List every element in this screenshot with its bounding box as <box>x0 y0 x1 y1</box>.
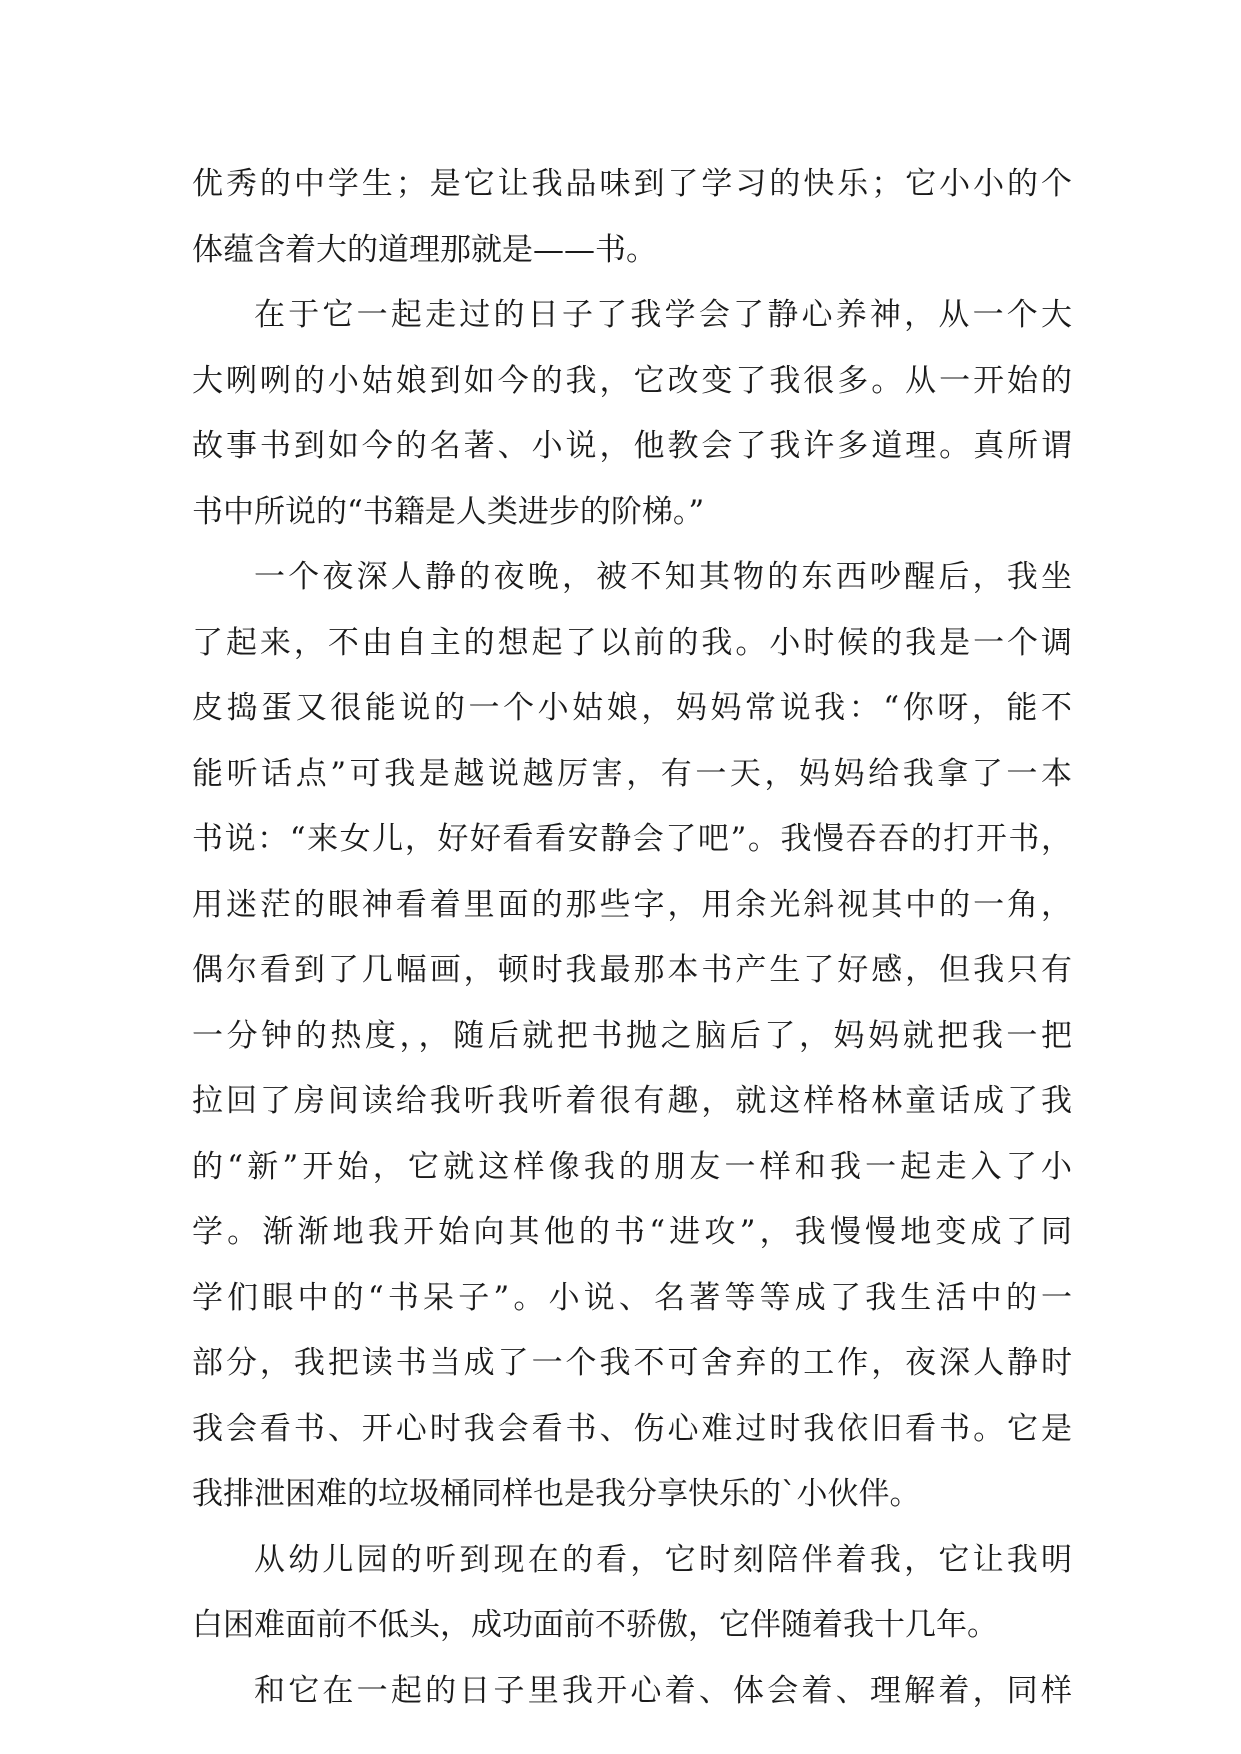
text-line: 一分钟的热度，，随后就把书抛之脑后了，妈妈就把我一把 <box>192 1017 1072 1054</box>
text-line: 一个夜深人静的夜晚，被不知其物的东西吵醒后，我坐 <box>254 559 1072 595</box>
text-line: 大咧咧的小姑娘到如今的我，它改变了我很多。从一开始的 <box>192 362 1072 399</box>
text-line: 白困难面前不低头，成功面前不骄傲，它伴随着我十几年。 <box>192 1607 998 1643</box>
text-line: 体蕴含着大的道理那就是——书。 <box>192 231 657 268</box>
text-line: 用迷茫的眼神看着里面的那些字，用余光斜视其中的一角， <box>192 886 1072 923</box>
text-line: 故事书到如今的名著、小说，他教会了我许多道理。真所谓 <box>192 428 1072 464</box>
text-line: 书中所说的“书籍是人类进步的阶梯。” <box>192 493 705 530</box>
text-line: 部分，我把读书当成了一个我不可舍弃的工作，夜深人静时 <box>192 1345 1072 1381</box>
text-line: 优秀的中学生；是它让我品味到了学习的快乐；它小小的个 <box>192 166 1072 202</box>
text-line: 从幼儿园的听到现在的看，它时刻陪伴着我，它让我明 <box>254 1541 1072 1578</box>
paragraph <box>192 1528 1072 1659</box>
essay-body <box>192 152 1072 1724</box>
paragraph <box>192 1659 1072 1725</box>
text-line: 我会看书、开心时我会看书、伤心难过时我依旧看书。它是 <box>192 1410 1072 1447</box>
text-line: 偶尔看到了几幅画，顿时我最那本书产生了好感，但我只有 <box>192 952 1072 988</box>
text-line: 在于它一起走过的日子了我学会了静心养神，从一个大 <box>254 297 1072 333</box>
text-line: 能听话点”可我是越说越厉害，有一天，妈妈给我拿了一本 <box>192 755 1072 792</box>
text-line: 拉回了房间读给我听我听着很有趣，就这样格林童话成了我 <box>192 1083 1072 1119</box>
paragraph <box>192 283 1072 545</box>
paragraph <box>192 152 1072 283</box>
paragraph <box>192 545 1072 1528</box>
text-line: 学们眼中的“书呆子”。小说、名著等等成了我生活中的一 <box>192 1279 1072 1316</box>
text-line: 皮捣蛋又很能说的一个小姑娘，妈妈常说我：“你呀，能不 <box>192 690 1072 726</box>
text-line: 的“新”开始，它就这样像我的朋友一样和我一起走入了小 <box>192 1148 1072 1185</box>
text-line: 我排泄困难的垃圾桶同样也是我分享快乐的`小伙伴。 <box>192 1476 921 1512</box>
text-line: 了起来，不由自主的想起了以前的我。小时候的我是一个调 <box>192 624 1072 661</box>
text-line: 书说：“来女儿，好好看看安静会了吧”。我慢吞吞的打开书， <box>192 821 1072 857</box>
text-line: 学。渐渐地我开始向其他的书“进攻”，我慢慢地变成了同 <box>192 1214 1072 1250</box>
text-line: 和它在一起的日子里我开心着、体会着、理解着，同样 <box>254 1672 1072 1709</box>
